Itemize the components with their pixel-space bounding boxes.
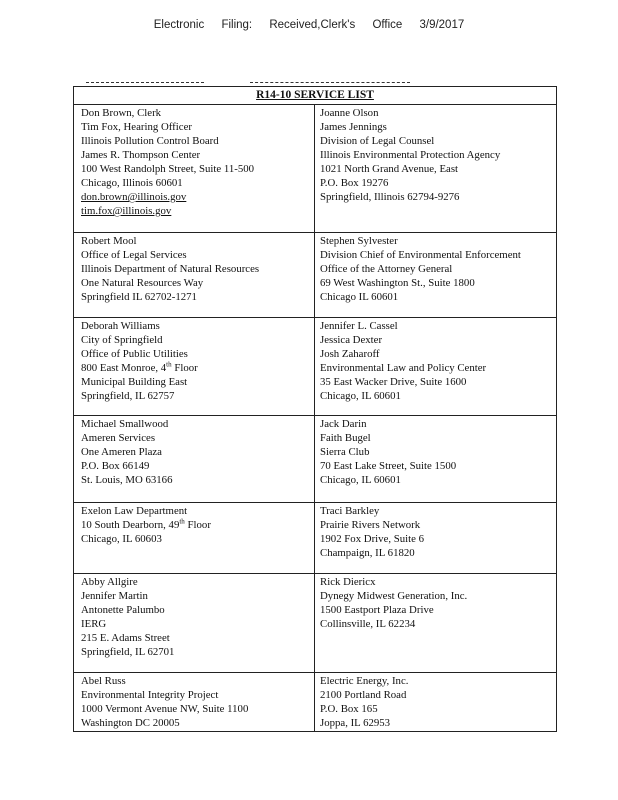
contact-line: Office of Legal Services [81, 249, 187, 261]
contact-line: Dynegy Midwest Generation, Inc. [320, 590, 468, 602]
scan-artifact-line [86, 82, 204, 83]
service-list-title: R14-10 SERVICE LIST [74, 87, 556, 105]
contact-line: Don Brown, Clerk [81, 107, 162, 119]
contact-line: Springfield, IL 62701 [81, 646, 175, 658]
contact-line: Chicago, IL 60603 [81, 533, 162, 545]
contact-line: Springfield IL 62702-1271 [81, 291, 197, 303]
contact-line: Springfield, Illinois 62794-9276 [320, 191, 460, 203]
contact-line: Sierra Club [320, 446, 370, 458]
contact-line: Ameren Services [81, 432, 156, 444]
contact-cell [74, 318, 315, 415]
stamp-filing: Filing: [221, 19, 253, 31]
contact-line: Office of Public Utilities [81, 348, 188, 360]
table-row [74, 673, 556, 731]
contact-line: Chicago IL 60601 [320, 291, 399, 303]
stamp-office: Office [372, 19, 403, 31]
contact-line: Jennifer Martin [81, 590, 148, 602]
contact-line: 1500 Eastport Plaza Drive [320, 604, 434, 616]
contact-line: St. Louis, MO 63166 [81, 474, 173, 486]
stamp-electronic: Electronic [153, 19, 205, 31]
contact-line: 69 West Washington St., Suite 1800 [320, 277, 475, 289]
contact-line: Chicago, IL 60601 [320, 390, 401, 402]
contact-line: Robert Mool [81, 235, 137, 247]
contact-line: Environmental Law and Policy Center [320, 362, 487, 374]
contact-line: Traci Barkley [320, 505, 380, 517]
contact-line: Michael Smallwood [81, 418, 169, 430]
contact-line: Collinsville, IL 62234 [320, 618, 416, 630]
contact-cell [315, 574, 556, 672]
contact-cell [74, 105, 315, 232]
contact-line: 1902 Fox Drive, Suite 6 [320, 533, 425, 545]
table-row [74, 233, 556, 318]
table-row [74, 574, 556, 673]
contact-line: Division of Legal Counsel [320, 135, 435, 147]
contact-line: Office of the Attorney General [320, 263, 453, 275]
contact-line: Jack Darin [320, 418, 367, 430]
contact-line: Exelon Law Department [81, 505, 188, 517]
contact-line: Abel Russ [81, 675, 126, 687]
scan-artifact-line [250, 82, 410, 83]
contact-line: 1000 Vermont Avenue NW, Suite 1100 [81, 703, 249, 715]
contact-line: Prairie Rivers Network [320, 519, 421, 531]
contact-cell [315, 318, 556, 415]
contact-line: Josh Zaharoff [320, 348, 380, 360]
contact-cell [315, 503, 556, 573]
email-link[interactable]: tim.fox@illinois.gov [81, 205, 172, 217]
contact-line: James Jennings [320, 121, 387, 133]
contact-line: 10 South Dearborn, 49th Floor [81, 517, 211, 531]
contact-line: 800 East Monroe, 4th Floor [81, 360, 198, 374]
contact-line: Springfield, IL 62757 [81, 390, 175, 402]
contact-line: 2100 Portland Road [320, 689, 407, 701]
contact-cell [74, 673, 315, 731]
stamp-date: 3/9/2017 [419, 19, 465, 31]
contact-line: 1021 North Grand Avenue, East [320, 163, 459, 175]
table-row [74, 503, 556, 574]
contact-line: Antonette Palumbo [81, 604, 165, 616]
contact-line: P.O. Box 165 [320, 703, 378, 715]
contact-line: Division Chief of Environmental Enforcement [320, 249, 521, 261]
contact-line: Champaign, IL 61820 [320, 547, 415, 559]
contact-line: 100 West Randolph Street, Suite 11-500 [81, 163, 255, 175]
contact-line: Jessica Dexter [320, 334, 383, 346]
contact-line: Illinois Environmental Protection Agency [320, 149, 501, 161]
contact-line: P.O. Box 66149 [81, 460, 150, 472]
contact-line: Deborah Williams [81, 320, 160, 332]
stamp-received: Received,Clerk's [269, 19, 356, 31]
contact-line: City of Springfield [81, 334, 163, 346]
contact-cell [74, 233, 315, 317]
service-list-table [73, 86, 557, 732]
contact-line: Environmental Integrity Project [81, 689, 219, 701]
contact-cell [74, 416, 315, 502]
contact-line: One Ameren Plaza [81, 446, 162, 458]
contact-line: Illinois Pollution Control Board [81, 135, 219, 147]
contact-line: Tim Fox, Hearing Officer [81, 121, 192, 133]
contact-line: Jennifer L. Cassel [320, 320, 398, 332]
table-row [74, 318, 556, 416]
contact-line: P.O. Box 19276 [320, 177, 389, 189]
contact-cell [315, 105, 556, 232]
contact-line: Electric Energy, Inc. [320, 675, 409, 687]
contact-line: IERG [81, 618, 107, 630]
contact-line: One Natural Resources Way [81, 277, 204, 289]
table-row [74, 105, 556, 233]
contact-line: 70 East Lake Street, Suite 1500 [320, 460, 457, 472]
email-link[interactable]: don.brown@illinois.gov [81, 191, 187, 203]
contact-cell [315, 673, 556, 731]
contact-line: Abby Allgire [81, 576, 138, 588]
contact-line: Joppa, IL 62953 [320, 717, 391, 729]
filing-stamp-header [0, 19, 618, 31]
contact-line: James R. Thompson Center [81, 149, 201, 161]
contact-line: 35 East Wacker Drive, Suite 1600 [320, 376, 467, 388]
contact-line: Joanne Olson [320, 107, 379, 119]
contact-line: Municipal Building East [81, 376, 188, 388]
table-row [74, 416, 556, 503]
contact-line: Stephen Sylvester [320, 235, 398, 247]
contact-line: Washington DC 20005 [81, 717, 180, 729]
contact-line: Rick Diericx [320, 576, 376, 588]
contact-line: Faith Bugel [320, 432, 371, 444]
contact-cell [74, 574, 315, 672]
contact-cell [315, 233, 556, 317]
contact-line: Chicago, Illinois 60601 [81, 177, 183, 189]
contact-cell [315, 416, 556, 502]
contact-line: Illinois Department of Natural Resources [81, 263, 260, 275]
contact-cell [74, 503, 315, 573]
contact-line: Chicago, IL 60601 [320, 474, 401, 486]
contact-line: 215 E. Adams Street [81, 632, 170, 644]
